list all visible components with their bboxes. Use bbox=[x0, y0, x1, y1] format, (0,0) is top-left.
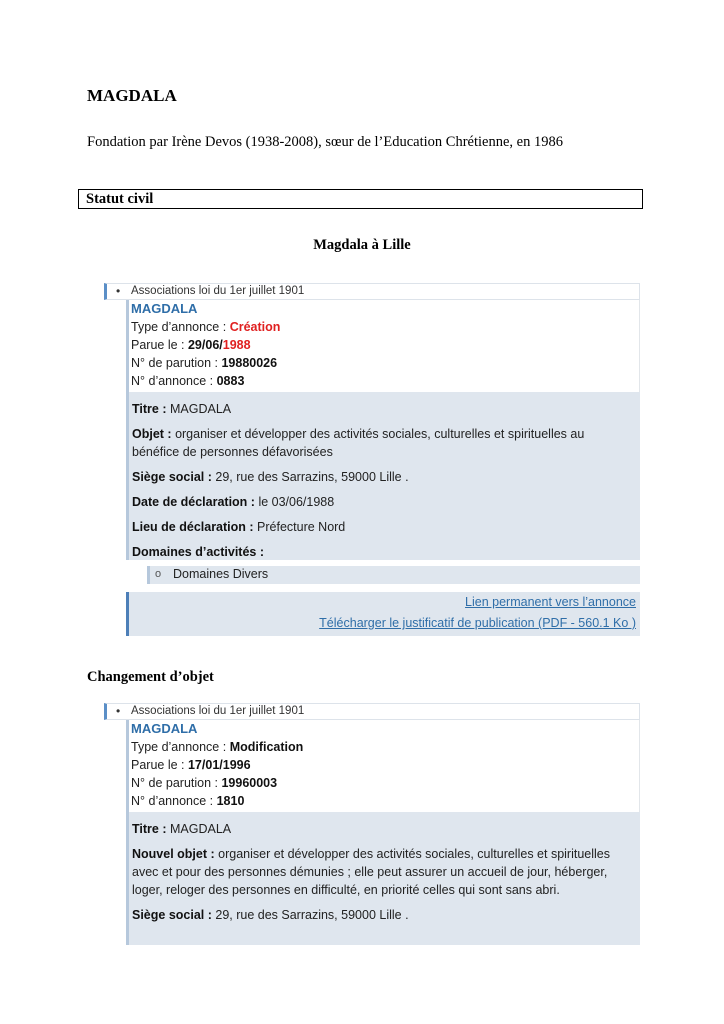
bullet-icon: • bbox=[116, 704, 121, 718]
parution-value: 19960003 bbox=[221, 776, 278, 790]
annonce-details bbox=[126, 812, 640, 945]
parue-line: Parue le : 29/06/1988 bbox=[131, 338, 251, 352]
subtitle: Fondation par Irène Devos (1938-2008), sœur de l’Education Chrétienne, en 1986 bbox=[87, 134, 563, 150]
annonce-number-line: N° d’annonce : 1810 bbox=[131, 794, 245, 808]
association-name: MAGDALA bbox=[131, 301, 198, 316]
heading-changement-objet: Changement d’objet bbox=[87, 669, 214, 685]
circle-bullet-icon: o bbox=[155, 568, 162, 580]
type-line: Type d’annonce : Modification bbox=[131, 740, 304, 754]
links-block bbox=[126, 592, 640, 636]
annonce-details bbox=[126, 392, 640, 560]
type-value: Modification bbox=[229, 740, 304, 754]
annonce-header bbox=[126, 720, 640, 812]
category-label: Associations loi du 1er juillet 1901 bbox=[131, 705, 305, 717]
siege-field: Siège social : 29, rue des Sarrazins, 59000 Lille . bbox=[132, 908, 409, 922]
objet-field: Objet : organiser et développer des activités sociales, culturelles et spirituelles au bénéfice de personnes défavorisées bbox=[132, 427, 585, 459]
parution-line: N° de parution : 19960003 bbox=[131, 776, 278, 790]
category-row bbox=[104, 283, 640, 300]
domain-list-item bbox=[147, 566, 640, 584]
parution-value: 19880026 bbox=[221, 356, 278, 370]
titre-field: Titre : MAGDALA bbox=[132, 822, 232, 836]
parution-line: N° de parution : 19880026 bbox=[131, 356, 278, 370]
nouvel-objet-field: Nouvel objet : organiser et développer des activités sociales, culturelles et spirituelles avec et pour des personnes démunies ; elle peut assurer un accueil de jour, héberger, loger, reloger des personnes en difficulté, en priorité celles qui sont sans abri. bbox=[132, 847, 610, 897]
annonce-number: 0883 bbox=[216, 374, 245, 388]
category-label: Associations loi du 1er juillet 1901 bbox=[131, 285, 305, 297]
center-heading: Magdala à Lille bbox=[313, 237, 411, 253]
siege-field: Siège social : 29, rue des Sarrazins, 59000 Lille . bbox=[132, 470, 409, 484]
annonce-number-line: N° d’annonce : 0883 bbox=[131, 374, 245, 388]
permanent-link[interactable]: Lien permanent vers l’annonce bbox=[465, 595, 636, 609]
domain-label: Domaines Divers bbox=[173, 567, 269, 581]
parue-date: 29/06/ bbox=[187, 338, 223, 352]
parue-line: Parue le : 17/01/1996 bbox=[131, 758, 251, 772]
parue-date: 17/01/1996 bbox=[187, 758, 251, 772]
category-row bbox=[104, 703, 640, 720]
parue-year: 1988 bbox=[222, 338, 251, 352]
annonce-header bbox=[126, 300, 640, 392]
annonce-number: 1810 bbox=[216, 794, 245, 808]
date-declaration-field: Date de déclaration : le 03/06/1988 bbox=[132, 495, 335, 509]
association-name: MAGDALA bbox=[131, 721, 198, 736]
domaines-field: Domaines d’activités : bbox=[132, 545, 264, 559]
type-value: Création bbox=[229, 320, 281, 334]
section-heading-statut-civil: Statut civil bbox=[78, 189, 643, 209]
bullet-icon: • bbox=[116, 284, 121, 298]
download-pdf-link[interactable]: Télécharger le justificatif de publication (PDF - 560.1 Ko ) bbox=[319, 616, 636, 630]
titre-field: Titre : MAGDALA bbox=[132, 402, 232, 416]
lieu-declaration-field: Lieu de déclaration : Préfecture Nord bbox=[132, 520, 346, 534]
page-title: MAGDALA bbox=[87, 86, 177, 105]
type-line: Type d’annonce : Création bbox=[131, 320, 281, 334]
